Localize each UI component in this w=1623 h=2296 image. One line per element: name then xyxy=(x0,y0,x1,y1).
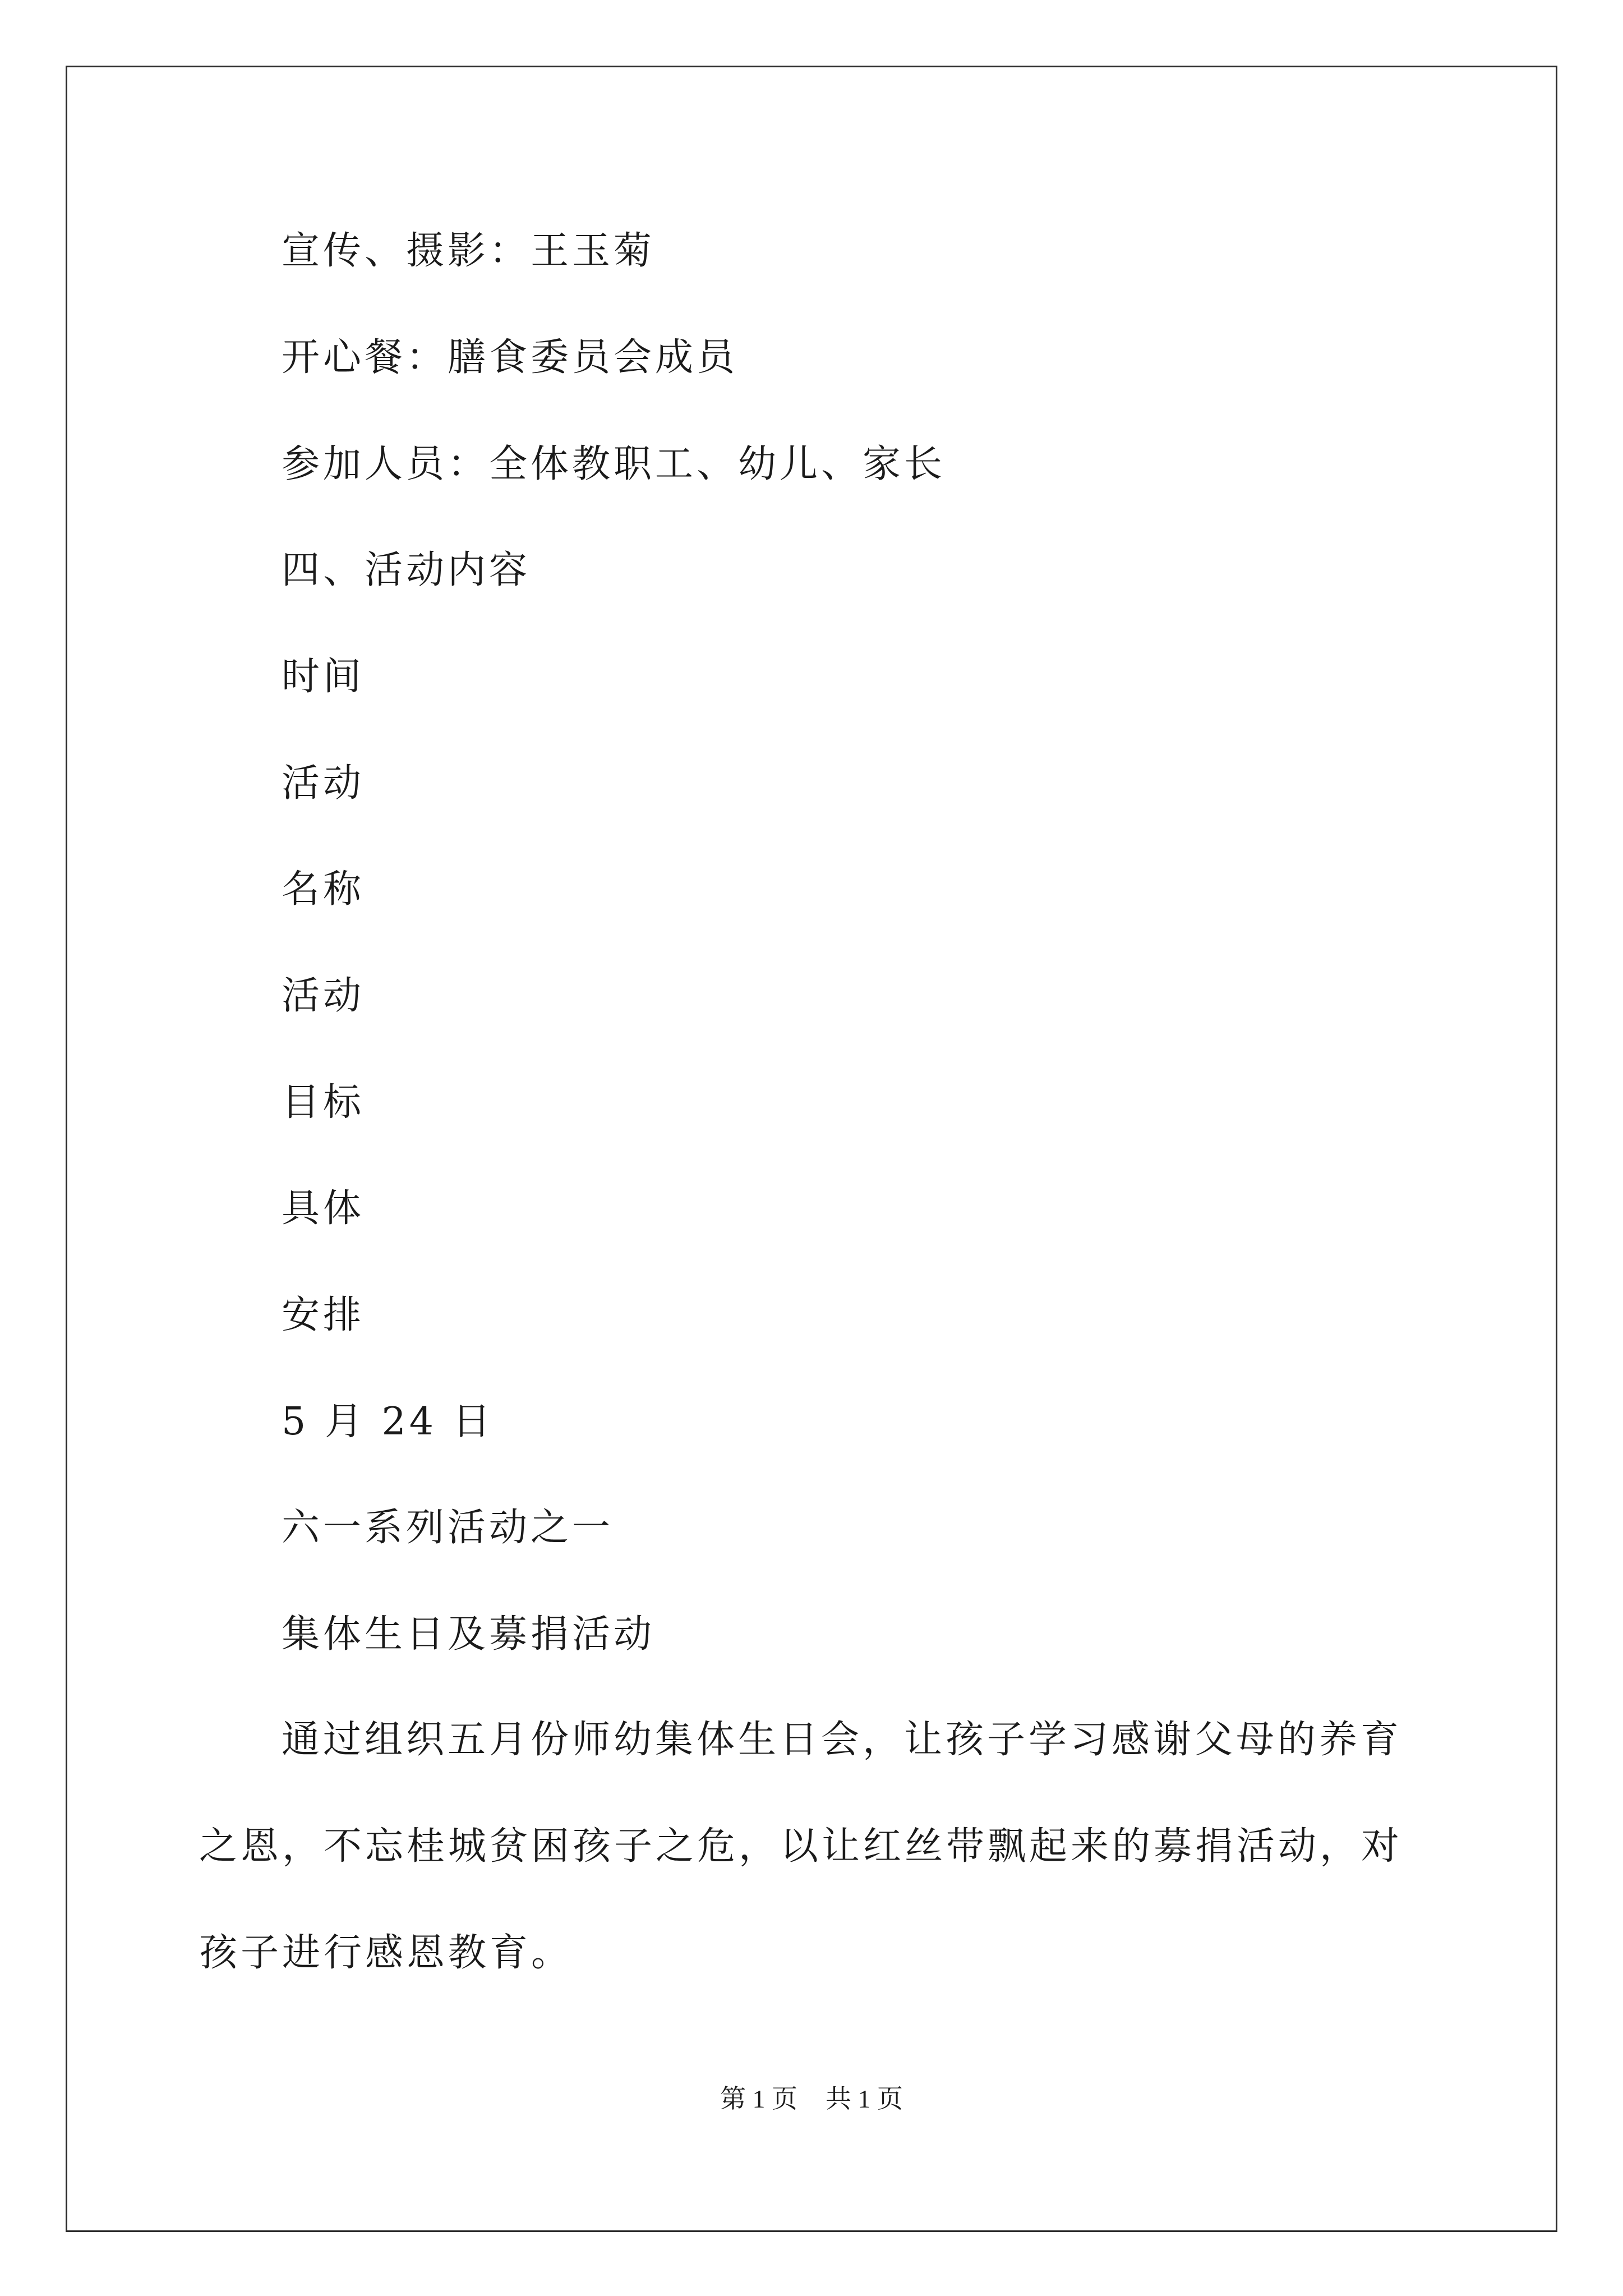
text-line: 集体生日及募捐活动 xyxy=(282,1612,656,1657)
text-line: 活动 xyxy=(282,974,365,1018)
text-line: 时间 xyxy=(282,655,365,699)
text-line: 安排 xyxy=(282,1293,365,1337)
text-line: 5 月 24 日 xyxy=(282,1400,494,1444)
text-line: 开心餐：膳食委员会成员 xyxy=(282,335,739,380)
text-line: 宣传、摄影：王玉菊 xyxy=(282,229,656,273)
page-number: 第 1 页 xyxy=(720,2085,797,2113)
text-line: 活动 xyxy=(282,761,365,806)
text-line: 名称 xyxy=(282,867,365,912)
page-footer xyxy=(0,2082,1623,2116)
page-total: 共 1 页 xyxy=(826,2085,903,2113)
text-line: 具体 xyxy=(282,1186,365,1231)
text-line: 参加人员：全体教职工、幼儿、家长 xyxy=(282,442,946,486)
section-heading: 四、活动内容 xyxy=(282,548,531,592)
text-line: 目标 xyxy=(282,1080,365,1125)
text-line: 六一系列活动之一 xyxy=(282,1506,614,1550)
body-paragraph: 通过组织五月份师幼集体生日会，让孩子学习感谢父母的养育之恩，不忘桂城贫困孩子之危，以让红丝带飘起来的募捐活动，对孩子进行感恩教育。 xyxy=(199,1718,1403,1975)
